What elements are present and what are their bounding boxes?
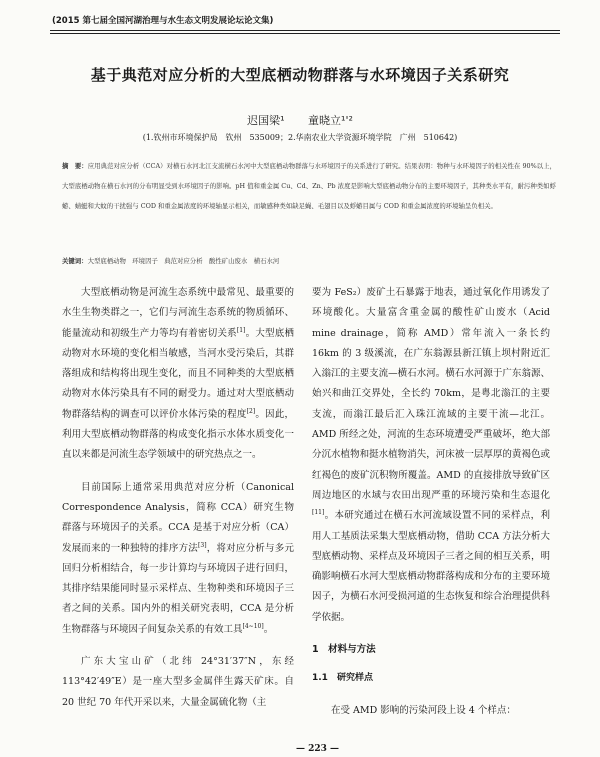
header-rule — [50, 30, 560, 31]
page-number: — 223 — — [296, 744, 340, 754]
keywords-text: 大型底栖动物 环境因子 典范对应分析 酸性矿山废水 横石水河 — [87, 257, 280, 265]
keywords-label: 关键词： — [62, 257, 88, 265]
body-column-left — [62, 283, 294, 713]
abstract — [62, 156, 556, 216]
author-list — [0, 112, 600, 128]
paragraph: 目前国际上通常采用典范对应分析（Canonical Correspondence Analysis，简称 CCA）研究生物群落与环境因子的关系。CCA 是基于对应分析（CA）发展而来的一种独特的排序方法[3]，将对应分析与多元回归分析相结合，每一步计算均与环境因子进行回归，其排序结果能同时显示采样点、生物种类和环境因子三者之间的关系。国内外的相关研究表明，CCA 是分析生物群落与环境因子间复杂关系的有效工具[4~10]。 — [62, 481, 294, 635]
running-head: (2015 第七届全国河湖治理与水生态文明发展论坛论文集) — [52, 16, 274, 26]
section-heading: 1 材料与方法 — [312, 644, 376, 656]
author-name: 童晓立¹'² — [308, 114, 353, 127]
abstract-text: 应用典范对应分析（CCA）对横石水河北江支流横石水河中大型底栖动物群落与水环境因子的关系进行了研究。结果表明：物种与水环境因子的相关性在 90%以上，大型底栖动物在横石水河的分布明显受到水环境因子的影响。pH 值和重金属 Cu、Cd、Zn、Pb 浓度是影响大型底栖动物分布的主要环境因子，其种类水平有，耐污种类如蜉蝣、蜻蜓和大蚊的干扰强与 COD 和重金属浓度的环境轴显示相关，而敏感种类如缺足蝇、毛翅目以及蜉蝣目属与 COD 和重金属浓度的环境轴呈负相关。 — [62, 162, 556, 210]
paragraph: 在受 AMD 影响的污染河段上设 4 个样点： — [331, 704, 516, 716]
keywords — [62, 256, 556, 265]
author-name: 迟国梁¹ — [247, 114, 285, 127]
paper-title: 基于典范对应分析的大型底栖动物群落与水环境因子关系研究 — [90, 66, 510, 84]
affiliation: (1.钦州市环境保护局 钦州 535009；2.华南农业大学资源环境学院 广州 510642) — [142, 133, 458, 142]
paragraph: 广东大宝山矿（北纬 24°31′37″N，东经 113°42′49″E）是一座大型多金属伴生露天矿床。自 20 世纪 70 年代开采以来，大量金属硫化物（主 — [62, 656, 294, 708]
header-rule-thin — [50, 33, 560, 34]
paragraph: 要为 FeS₂）废矿土石暴露于地表，通过氧化作用诱发了环境酸化。大量富含重金属的酸性矿山废水（Acid mine drainage，简称 AMD）常年流入一条长约 16km 的 3 级溪流，在广东翁源县新江镇上坝村附近汇入滃江的主要支流—横石水河。横石水河源于广东翁源、始兴和曲江交界处，全长约 70km，是粤北滃江的主要支流，而滃江最后汇入珠江流域的主要干流—北江。AMD 所经之处，河流的生态环境遭受严重破坏，绝大部分沉水植物和挺水植物消失，河床被一层厚厚的黄褐色或红褐色的废矿沉积物所覆盖。AMD 的直接排放导致矿区周边地区的水域与农田出现严重的环境污染和生态退化[11]。本研究通过在横石水河流域设置不同的采样点，利用人工基质法采集大型底栖动物，借助 CCA 方法分析大型底栖动物、采样点及环境因子三者之间的相互关系，明确影响横石水河大型底栖动物群落构成和分布的主要环境因子，为横石水河受损河道的生态恢复和综合治理提供科学依据。 — [312, 287, 550, 623]
abstract-label: 摘 要： — [62, 162, 88, 170]
body-column-right — [312, 283, 550, 721]
paragraph: 大型底栖动物是河流生态系统中最常见、最重要的水生生物类群之一，它们与河流生态系统的物质循环、能量流动和初级生产力等均有着密切关系[1]。大型底栖动物对水环境的变化相当敏感，当河水受污染后，其群落组成和结构将出现生变化，而且不同种类的大型底栖动物对水体污染具有不同的耐受力。通过对大型底栖动物群落结构的调查可以评价水体污染的程度[2]。因此，利用大型底栖动物群落的构成变化指示水体水质变化一直以来都是河流生态学领域中的研究热点之一。 — [62, 287, 294, 461]
subsection-heading: 1.1 研究样点 — [312, 673, 373, 684]
